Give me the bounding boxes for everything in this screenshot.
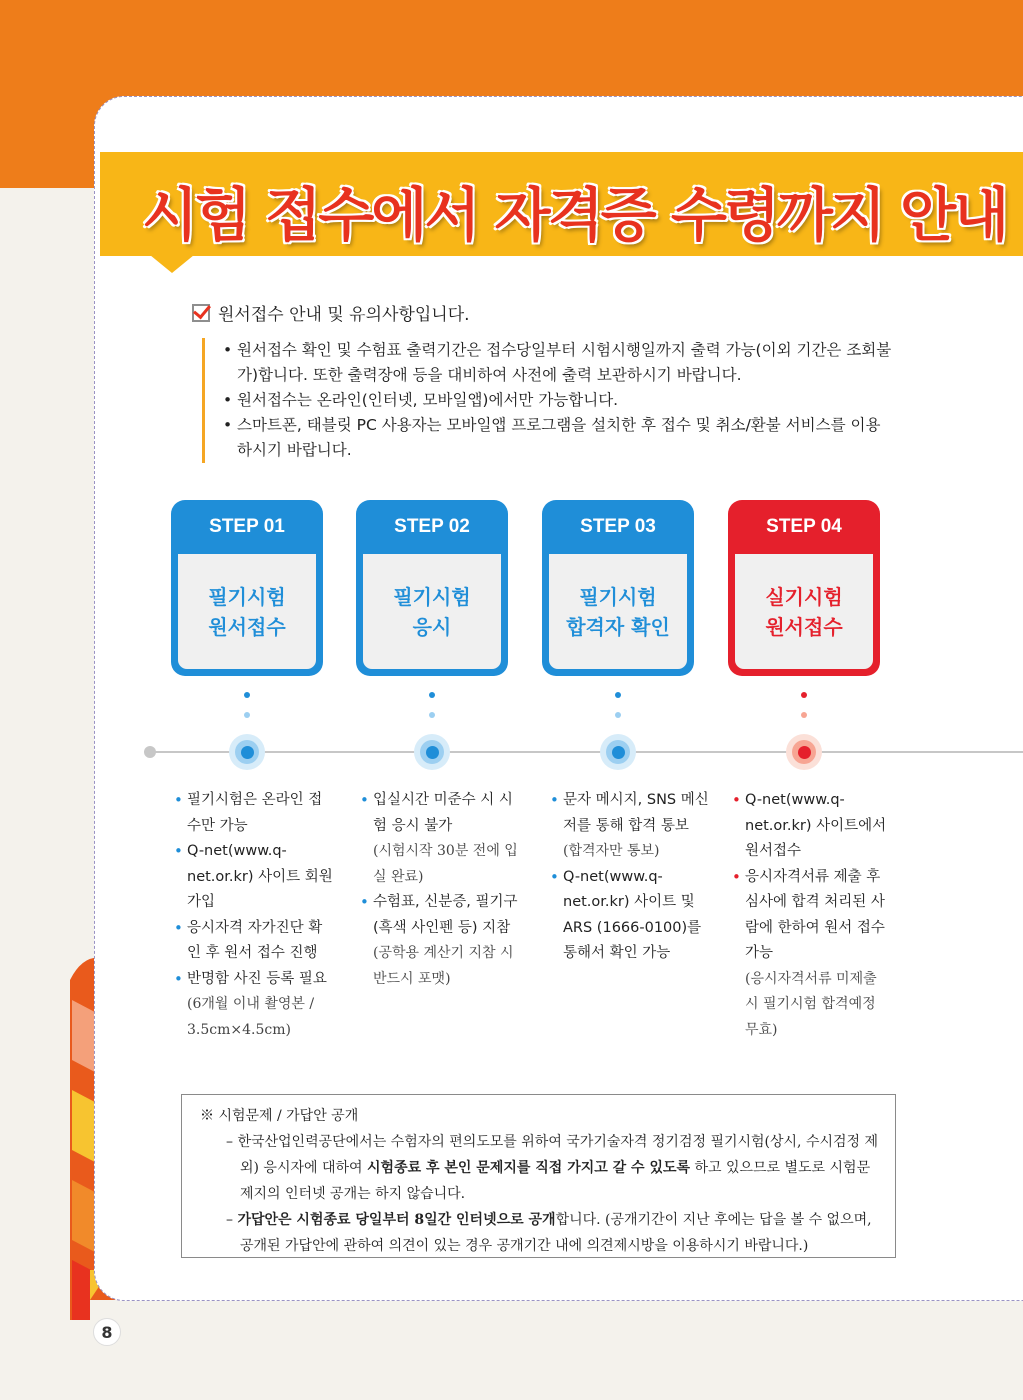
connector-dot (615, 712, 621, 718)
connector-dot (801, 712, 807, 718)
connector-dot (615, 692, 621, 698)
connector-dot (244, 712, 250, 718)
step-card-1 (171, 500, 323, 676)
title-banner-notch (150, 255, 194, 273)
detail-subnote: (시험시작 30분 전에 입실 완료) (373, 843, 518, 885)
timeline-line (150, 751, 1023, 753)
step-label: STEP 02 (394, 516, 470, 537)
detail-subnote: (6개월 이내 촬영본 / 3.5cm×4.5cm) (187, 996, 315, 1038)
connector-dot (429, 692, 435, 698)
detail-item: • 문자 메시지, SNS 메신저를 통해 합격 통보 (549, 788, 709, 839)
step-details-2 (359, 788, 519, 992)
notice-list (202, 338, 892, 463)
note-paragraph-2: – 가답안은 시험종료 당일부터 8일간 인터넷으로 공개합니다. (공개기간이 지난 후에는 답을 볼 수 없으며, 공개된 가답안에 관하여 의견이 있는 경우 공개기간 내에 의견제시방을 이용하시기 바랍니다.) (226, 1212, 872, 1254)
note-title: ※ 시험문제 / 가답안 공개 (200, 1108, 359, 1124)
page-number: 8 (93, 1318, 121, 1346)
detail-item: • 반명함 사진 등록 필요 (173, 967, 333, 993)
detail-item: • Q-net(www.q-net.or.kr) 사이트 회원 가입 (173, 839, 333, 916)
detail-item: • Q-net(www.q-net.or.kr) 사이트 및 ARS (1666-0100)를 통해서 확인 가능 (549, 865, 709, 967)
step-details-3 (549, 788, 709, 967)
notice-heading (192, 300, 470, 325)
step-label: STEP 01 (209, 516, 285, 537)
step-details-1 (173, 788, 333, 1043)
timeline-node-3 (600, 734, 636, 770)
connector-dot (801, 692, 807, 698)
step-label: STEP 03 (580, 516, 656, 537)
notice-item: • 원서접수는 온라인(인터넷, 모바일앱)에서만 가능합니다. (223, 388, 892, 413)
timeline-node-1 (229, 734, 265, 770)
detail-item: • 응시자격서류 제출 후 심사에 합격 처리된 사람에 한하여 원서 접수 가능 (731, 865, 893, 967)
step-card-4 (728, 500, 880, 676)
detail-item: • 수험표, 신분증, 필기구 (흑색 사인펜 등) 지참 (359, 890, 519, 941)
detail-subnote: (공학용 계산기 지참 시 반드시 포맷) (373, 945, 514, 987)
notice-heading-text: 원서접수 안내 및 유의사항입니다. (218, 305, 470, 325)
checkbox-checked-icon (192, 304, 210, 322)
notice-item: • 스마트폰, 태블릿 PC 사용자는 모바일앱 프로그램을 설치한 후 접수 및 취소/환불 서비스를 이용하시기 바랍니다. (223, 413, 892, 463)
timeline-node-2 (414, 734, 450, 770)
note-emphasis: 가답안은 시험종료 당일부터 8일간 인터넷으로 공개 (237, 1212, 556, 1228)
step-label: STEP 04 (766, 516, 842, 537)
detail-subnote: (응시자격서류 미제출 시 필기시험 합격예정 무효) (745, 970, 877, 1038)
detail-item: • 응시자격 자가진단 확인 후 원서 접수 진행 (173, 916, 333, 967)
connector-dot (429, 712, 435, 718)
detail-subnote: (합격자만 통보) (563, 843, 660, 859)
exam-disclosure-note (181, 1094, 896, 1258)
step-title: 필기시험 응시 (393, 584, 471, 639)
step-title: 필기시험 원서접수 (208, 584, 286, 639)
timeline-node-4 (786, 734, 822, 770)
note-paragraph-1: – 한국산업인력공단에서는 수험자의 편의도모를 위하여 국가기술자격 정기검정 필기시험(상시, 수시검정 제외) 응시자에 대하여 시험종료 후 본인 문제지를 직접 가지고 갈 수 있도록 하고 있으므로 별도로 시험문제지의 인터넷 공개는 하지 않습니다. (226, 1134, 879, 1202)
detail-item: • 입실시간 미준수 시 시험 응시 불가 (359, 788, 519, 839)
detail-item: • Q-net(www.q-net.or.kr) 사이트에서 원서접수 (731, 788, 893, 865)
step-title: 실기시험 원서접수 (765, 584, 843, 639)
note-emphasis: 시험종료 후 본인 문제지를 직접 가지고 갈 수 있도록 (367, 1160, 691, 1176)
step-card-3 (542, 500, 694, 676)
step-details-4 (731, 788, 893, 1043)
step-card-2 (356, 500, 508, 676)
page-title: 시험 접수에서 자격증 수령까지 안내 (142, 181, 1007, 249)
detail-item: • 필기시험은 온라인 접수만 가능 (173, 788, 333, 839)
step-title: 필기시험 합격자 확인 (566, 584, 670, 639)
connector-dot (244, 692, 250, 698)
notice-item: • 원서접수 확인 및 수험표 출력기간은 접수당일부터 시험시행일까지 출력 가능(이외 기간은 조회불가)합니다. 또한 출력장애 등을 대비하여 사전에 출력 보관하시기 바랍니다. (223, 338, 892, 388)
timeline-start-dot (144, 746, 156, 758)
